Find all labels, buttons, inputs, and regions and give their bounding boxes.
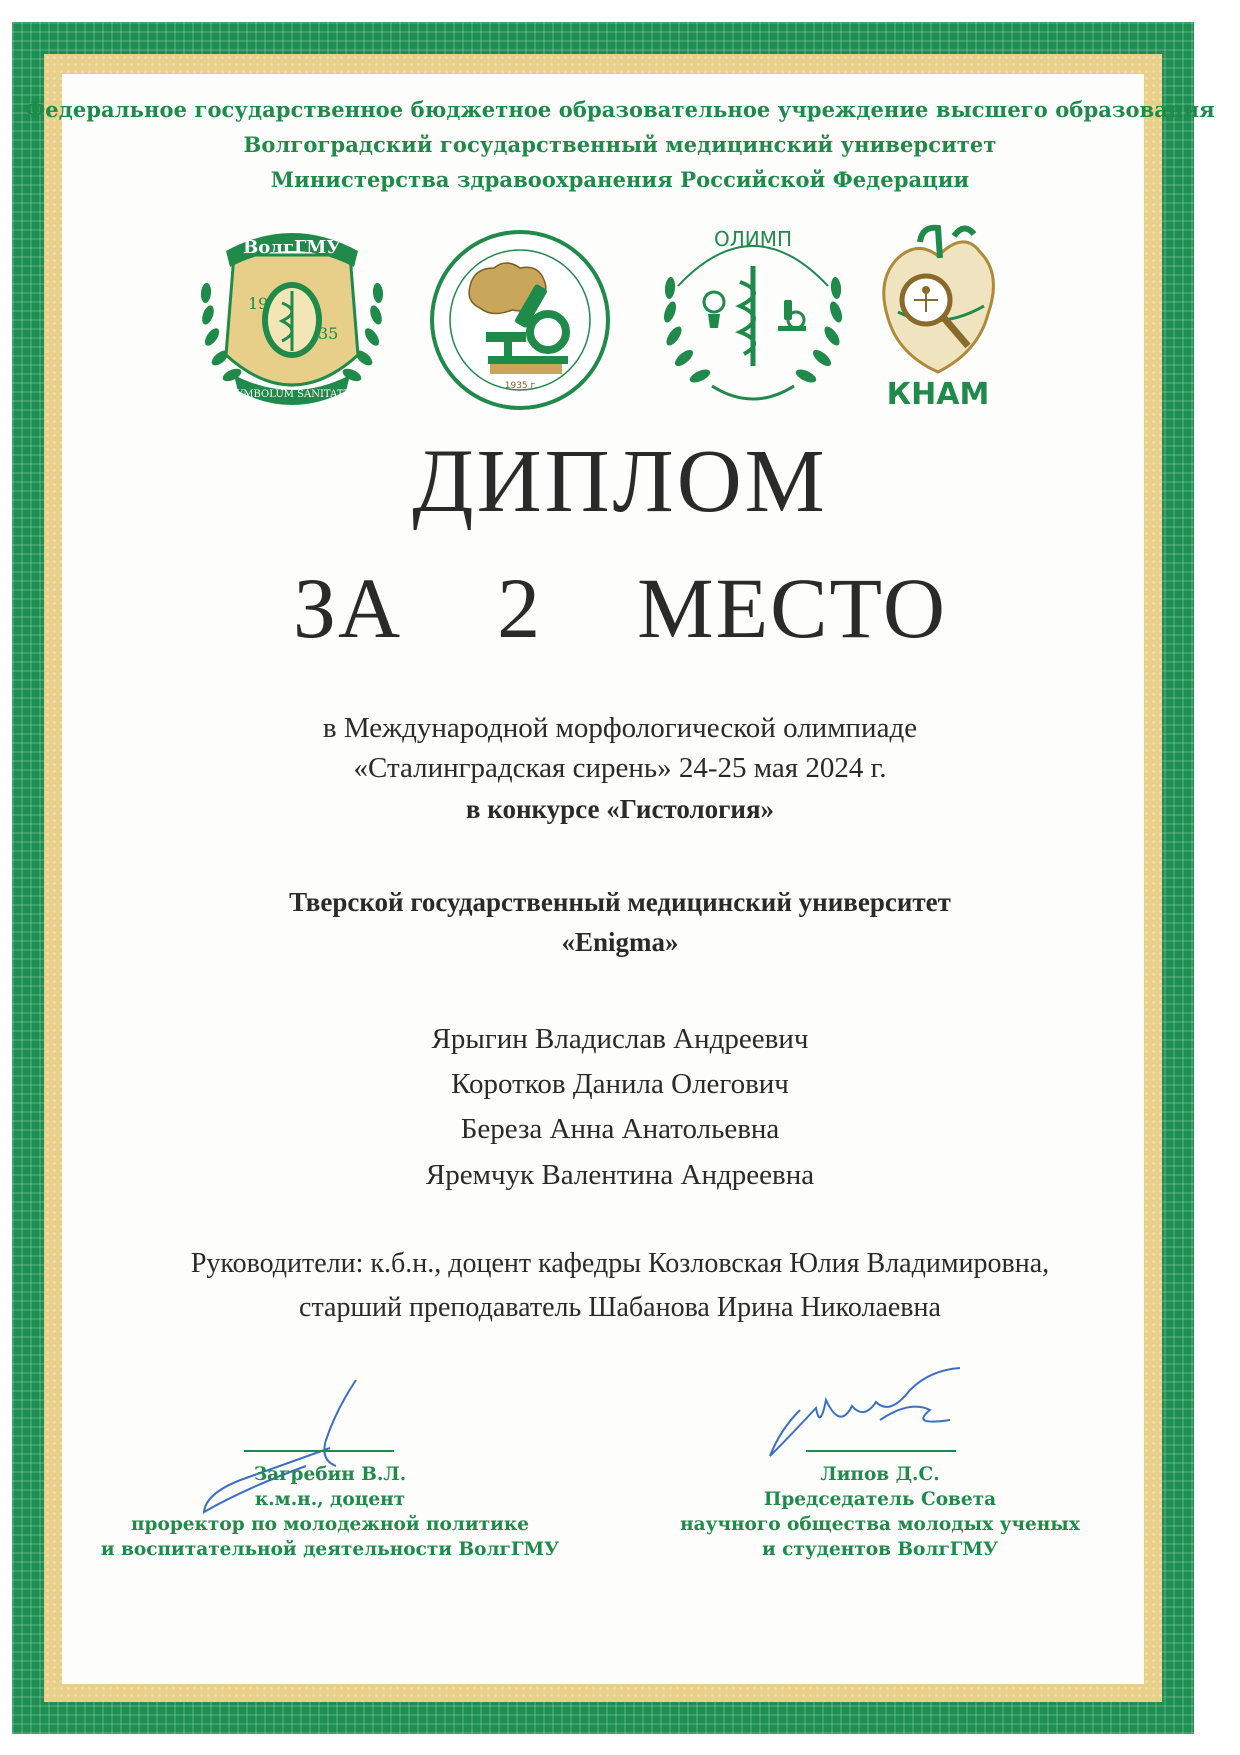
olymp-logo [648,216,858,416]
place-suffix: МЕСТО [637,560,948,656]
place-number: 2 [497,560,543,656]
event-contest: в конкурсе «Гистология» [465,794,775,824]
place-prefix: ЗА [292,560,403,656]
header-university-name: Волгоградский государственный медицинский университет [243,132,997,157]
volggmu-logo [186,215,398,420]
left-signatory-name: Загребин В.Л. [253,1464,407,1485]
member-3: Береза Анна Анатольевна [460,1113,780,1145]
right-signature-line [806,1450,956,1452]
knam-logo [868,222,1008,422]
supervisors-line-1: Руководители: к.б.н., доцент кафедры Козловская Юлия Владимировна, [190,1248,1050,1279]
knam-logo-text: КНАМ [886,377,990,412]
supervisors-line-2: старший преподаватель Шабанова Ирина Николаевна [299,1292,941,1323]
left-signatory [100,1462,560,1562]
diploma-title: ДИПЛОМ [412,432,828,531]
header-ministry: Министерства здравоохранения Российской Федерации [270,167,970,192]
volggmu-logo-year-right: 35 [318,324,339,343]
right-signatory [650,1462,1110,1562]
volggmu-logo-top-text: ВолгГМУ [243,237,341,258]
left-signatory-position-1: проректор по молодежной политике [131,1514,529,1535]
right-signatory-position-1: Председатель Совета [763,1489,997,1510]
event-olympiad: в Международной морфологической олимпиаде [322,712,918,744]
team-name: «Enigma» [561,927,679,957]
team-university: Тверской государственный медицинский университет [289,887,951,917]
left-signatory-degree: к.м.н., доцент [254,1489,406,1510]
left-signatory-position-2: и воспитательной деятельности ВолгГМУ [100,1539,560,1560]
right-signatory-position-2: научного общества молодых ученых [680,1514,1080,1535]
event-name-date: «Сталинградская сирень» 24-25 мая 2024 г. [353,752,887,784]
histology-society-logo [428,228,612,412]
right-signatory-name: Липов Д.С. [820,1464,940,1485]
volggmu-logo-bottom-text: SYMBOLUM SANITATIS [229,389,355,400]
member-1: Ярыгин Владислав Андреевич [431,1023,809,1055]
left-signature-line [244,1450,394,1452]
olymp-logo-text: ОЛИМП [713,227,793,251]
right-signatory-position-3: и студентов ВолгГМУ [761,1539,999,1560]
histology-logo-year: 1935 г [504,381,536,391]
diploma-place [0,558,1240,658]
volggmu-logo-year-left: 19 [248,294,269,313]
right-handwritten-signature [760,1360,980,1470]
header-institution-type: Федеральное государственное бюджетное образовательное учреждение высшего образования [25,97,1215,122]
member-4: Яремчук Валентина Андреевна [425,1159,815,1191]
member-2: Коротков Данила Олегович [451,1068,789,1100]
